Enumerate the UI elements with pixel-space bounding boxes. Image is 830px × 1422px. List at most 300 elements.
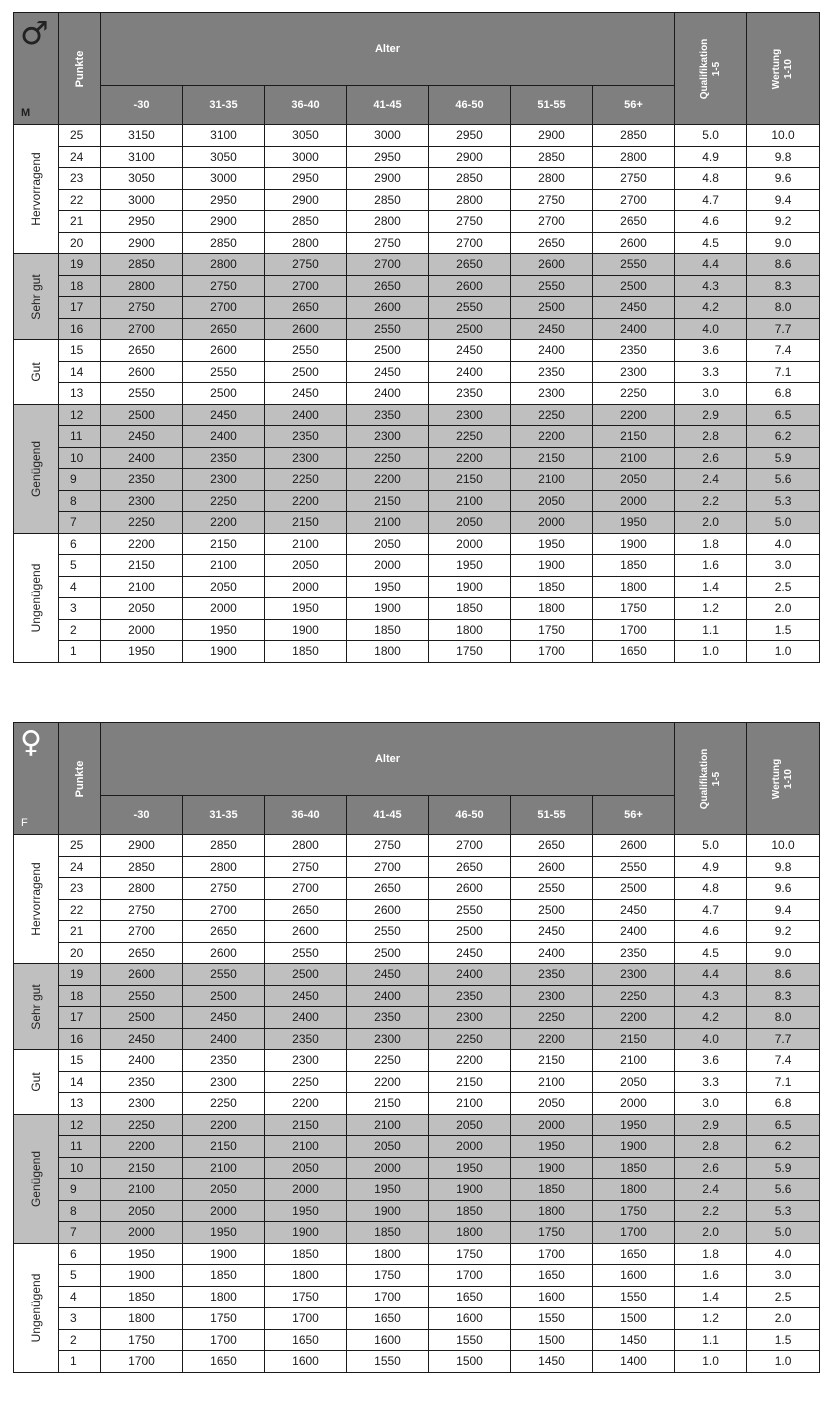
score-cell: 2050 <box>593 469 675 491</box>
score-cell: 2850 <box>429 168 511 190</box>
qualifikation-cell: 3.6 <box>675 1050 747 1072</box>
score-cell: 1850 <box>511 1179 593 1201</box>
wertung-cell: 3.0 <box>747 555 820 577</box>
wertung-cell: 7.1 <box>747 361 820 383</box>
qualifikation-cell: 4.9 <box>675 856 747 878</box>
category-label: Ungenügend <box>29 563 43 632</box>
score-cell: 2200 <box>183 512 265 534</box>
wertung-cell: 5.9 <box>747 1157 820 1179</box>
wertung-cell: 9.0 <box>747 232 820 254</box>
punkte-header-label: Punkte <box>73 50 86 87</box>
table-row <box>14 576 820 598</box>
score-cell: 2500 <box>183 985 265 1007</box>
score-cell: 1800 <box>593 1179 675 1201</box>
table-row <box>14 447 820 469</box>
score-cell: 2250 <box>101 512 183 534</box>
score-cell: 2150 <box>347 1093 429 1115</box>
score-cell: 2850 <box>183 835 265 857</box>
table-row <box>14 189 820 211</box>
points-cell: 8 <box>59 490 101 512</box>
wertung-cell: 5.6 <box>747 469 820 491</box>
score-cell: 2400 <box>101 447 183 469</box>
score-cell: 1750 <box>347 1265 429 1287</box>
wertung-cell: 8.6 <box>747 254 820 276</box>
table-row <box>14 490 820 512</box>
wertung-cell: 10.0 <box>747 125 820 147</box>
qualifikation-cell: 4.8 <box>675 878 747 900</box>
score-cell: 2700 <box>183 899 265 921</box>
score-cell: 2750 <box>265 254 347 276</box>
score-cell: 2600 <box>511 254 593 276</box>
score-cell: 1700 <box>429 1265 511 1287</box>
score-cell: 2400 <box>511 340 593 362</box>
score-cell: 1750 <box>593 1200 675 1222</box>
score-cell: 3050 <box>183 146 265 168</box>
score-cell: 2600 <box>347 899 429 921</box>
category-label: Genügend <box>29 440 43 497</box>
score-cell: 2500 <box>429 921 511 943</box>
score-cell: 2850 <box>593 125 675 147</box>
age-group-header: 51-55 <box>511 796 593 835</box>
score-cell: 2650 <box>101 340 183 362</box>
points-cell: 2 <box>59 1329 101 1351</box>
score-cell: 2800 <box>183 856 265 878</box>
score-cell: 1750 <box>511 1222 593 1244</box>
score-cell: 1650 <box>265 1329 347 1351</box>
score-cell: 1850 <box>347 1222 429 1244</box>
sex-label: M <box>21 107 31 119</box>
qualifikation-cell: 4.4 <box>675 254 747 276</box>
wertung-cell: 7.1 <box>747 1071 820 1093</box>
points-cell: 7 <box>59 512 101 534</box>
score-cell: 2550 <box>183 361 265 383</box>
table-row <box>14 598 820 620</box>
score-cell: 2200 <box>511 426 593 448</box>
score-cell: 2900 <box>101 232 183 254</box>
score-cell: 1900 <box>511 1157 593 1179</box>
qualifikation-cell: 2.9 <box>675 404 747 426</box>
score-cell: 2400 <box>101 1050 183 1072</box>
points-cell: 5 <box>59 1265 101 1287</box>
score-cell: 1850 <box>593 555 675 577</box>
score-cell: 1800 <box>593 576 675 598</box>
points-cell: 3 <box>59 1308 101 1330</box>
points-cell: 8 <box>59 1200 101 1222</box>
header-row <box>14 13 820 86</box>
points-cell: 25 <box>59 835 101 857</box>
score-cell: 2400 <box>347 383 429 405</box>
score-cell: 2900 <box>511 125 593 147</box>
score-cell: 1650 <box>593 1243 675 1265</box>
score-cell: 2250 <box>429 426 511 448</box>
table-row <box>14 1028 820 1050</box>
score-cell: 3000 <box>347 125 429 147</box>
score-cell: 2550 <box>511 878 593 900</box>
score-cell: 2650 <box>183 921 265 943</box>
score-cell: 2850 <box>183 232 265 254</box>
score-cell: 2150 <box>265 1114 347 1136</box>
points-cell: 17 <box>59 297 101 319</box>
qualifikation-cell: 2.0 <box>675 512 747 534</box>
table-row <box>14 942 820 964</box>
score-cell: 2450 <box>429 942 511 964</box>
score-cell: 2050 <box>347 533 429 555</box>
score-cell: 2000 <box>429 533 511 555</box>
age-group-header: 56+ <box>593 86 675 125</box>
score-cell: 3000 <box>183 168 265 190</box>
score-cell: 2000 <box>511 1114 593 1136</box>
age-group-header: 46-50 <box>429 796 511 835</box>
score-cell: 2600 <box>183 340 265 362</box>
points-cell: 23 <box>59 878 101 900</box>
score-cell: 2700 <box>511 211 593 233</box>
score-cell: 2250 <box>347 447 429 469</box>
table-row <box>14 1050 820 1072</box>
points-cell: 20 <box>59 232 101 254</box>
table-row <box>14 340 820 362</box>
score-cell: 2550 <box>593 254 675 276</box>
wertung-cell: 5.0 <box>747 1222 820 1244</box>
qualifikation-cell: 4.4 <box>675 964 747 986</box>
score-cell: 1550 <box>429 1329 511 1351</box>
table-row <box>14 146 820 168</box>
score-cell: 2250 <box>593 985 675 1007</box>
score-cell: 2500 <box>183 383 265 405</box>
score-cell: 1950 <box>429 1157 511 1179</box>
table-row <box>14 619 820 641</box>
score-cell: 2500 <box>511 899 593 921</box>
qualifikation-cell: 1.2 <box>675 1308 747 1330</box>
wertung-cell: 2.5 <box>747 576 820 598</box>
wertung-cell: 6.8 <box>747 383 820 405</box>
score-cell: 2600 <box>265 921 347 943</box>
qualifikation-cell: 3.6 <box>675 340 747 362</box>
table-row <box>14 964 820 986</box>
score-cell: 2100 <box>183 1157 265 1179</box>
female-score-table <box>13 722 820 1373</box>
score-cell: 2850 <box>265 211 347 233</box>
wertung-cell: 9.2 <box>747 921 820 943</box>
score-cell: 1900 <box>593 1136 675 1158</box>
wertung-title: Wertung <box>771 48 783 89</box>
score-cell: 2300 <box>511 383 593 405</box>
score-cell: 1650 <box>347 1308 429 1330</box>
score-cell: 2100 <box>183 555 265 577</box>
points-cell: 4 <box>59 1286 101 1308</box>
punkte-header <box>59 723 101 835</box>
score-cell: 1950 <box>265 1200 347 1222</box>
score-cell: 2150 <box>183 533 265 555</box>
score-cell: 2100 <box>511 469 593 491</box>
score-cell: 2450 <box>511 318 593 340</box>
score-cell: 2100 <box>265 533 347 555</box>
score-cell: 2050 <box>183 576 265 598</box>
qualifikation-cell: 1.1 <box>675 1329 747 1351</box>
score-cell: 2500 <box>101 404 183 426</box>
header-row <box>14 723 820 796</box>
score-cell: 2400 <box>183 426 265 448</box>
table-row <box>14 1265 820 1287</box>
points-cell: 15 <box>59 340 101 362</box>
score-cell: 2500 <box>593 878 675 900</box>
score-cell: 2150 <box>265 512 347 534</box>
score-cell: 2000 <box>101 1222 183 1244</box>
score-cell: 2100 <box>347 1114 429 1136</box>
score-cell: 1750 <box>593 598 675 620</box>
score-cell: 2700 <box>183 297 265 319</box>
score-cell: 2600 <box>511 856 593 878</box>
score-cell: 2700 <box>101 921 183 943</box>
points-cell: 21 <box>59 211 101 233</box>
score-cell: 2350 <box>265 1028 347 1050</box>
score-cell: 2400 <box>511 942 593 964</box>
wertung-cell: 8.0 <box>747 1007 820 1029</box>
table-row <box>14 1222 820 1244</box>
score-cell: 2450 <box>347 361 429 383</box>
score-cell: 2400 <box>593 921 675 943</box>
qualifikation-cell: 2.6 <box>675 447 747 469</box>
score-cell: 1450 <box>511 1351 593 1373</box>
score-cell: 1800 <box>101 1308 183 1330</box>
score-cell: 2950 <box>347 146 429 168</box>
score-cell: 2750 <box>593 168 675 190</box>
score-cell: 2550 <box>347 921 429 943</box>
table-row <box>14 1329 820 1351</box>
score-cell: 2050 <box>593 1071 675 1093</box>
wertung-cell: 4.0 <box>747 1243 820 1265</box>
score-cell: 2100 <box>593 1050 675 1072</box>
score-cell: 2050 <box>511 490 593 512</box>
category-label: Ungenügend <box>29 1273 43 1342</box>
category-label: Genügend <box>29 1150 43 1207</box>
score-cell: 2950 <box>101 211 183 233</box>
score-cell: 2900 <box>183 211 265 233</box>
score-cell: 2250 <box>511 404 593 426</box>
score-cell: 3050 <box>101 168 183 190</box>
qualifikation-range: 1-5 <box>710 771 722 786</box>
score-cell: 2550 <box>183 964 265 986</box>
age-group-header: 36-40 <box>265 86 347 125</box>
score-cell: 2300 <box>347 426 429 448</box>
table-row <box>14 426 820 448</box>
score-cell: 2350 <box>511 964 593 986</box>
qualifikation-cell: 4.2 <box>675 297 747 319</box>
points-cell: 15 <box>59 1050 101 1072</box>
points-cell: 9 <box>59 1179 101 1201</box>
alter-header: Alter <box>101 13 675 86</box>
points-cell: 9 <box>59 469 101 491</box>
score-cell: 2200 <box>511 1028 593 1050</box>
punkte-header-label: Punkte <box>73 760 86 797</box>
score-cell: 2150 <box>347 490 429 512</box>
score-cell: 2850 <box>101 254 183 276</box>
qualifikation-cell: 1.1 <box>675 619 747 641</box>
table-row <box>14 318 820 340</box>
score-cell: 2200 <box>101 533 183 555</box>
male-symbol-icon: ♂ <box>20 14 49 52</box>
qualifikation-cell: 4.7 <box>675 189 747 211</box>
score-cell: 2200 <box>101 1136 183 1158</box>
qualifikation-header-label <box>699 38 723 99</box>
score-cell: 2050 <box>265 1157 347 1179</box>
table-row <box>14 856 820 878</box>
score-cell: 2400 <box>429 964 511 986</box>
score-cell: 2450 <box>101 1028 183 1050</box>
qualifikation-cell: 4.0 <box>675 1028 747 1050</box>
score-cell: 2350 <box>347 1007 429 1029</box>
category-cell <box>14 1114 59 1243</box>
table-row <box>14 1136 820 1158</box>
points-cell: 13 <box>59 1093 101 1115</box>
table-row <box>14 555 820 577</box>
score-cell: 2000 <box>265 576 347 598</box>
score-cell: 1700 <box>593 619 675 641</box>
score-cell: 2700 <box>347 254 429 276</box>
score-cell: 1600 <box>593 1265 675 1287</box>
score-cell: 2050 <box>265 555 347 577</box>
score-cell: 1500 <box>511 1329 593 1351</box>
score-cell: 2850 <box>511 146 593 168</box>
score-cell: 2900 <box>429 146 511 168</box>
score-cell: 1800 <box>265 1265 347 1287</box>
score-cell: 2000 <box>183 598 265 620</box>
score-cell: 1850 <box>429 598 511 620</box>
score-cell: 1800 <box>429 619 511 641</box>
score-cell: 2750 <box>429 211 511 233</box>
sex-cell <box>14 723 59 835</box>
score-cell: 3150 <box>101 125 183 147</box>
wertung-header-label <box>771 48 795 88</box>
score-cell: 2350 <box>511 361 593 383</box>
qualifikation-cell: 2.6 <box>675 1157 747 1179</box>
score-cell: 2600 <box>265 318 347 340</box>
score-cell: 1700 <box>593 1222 675 1244</box>
qualifikation-cell: 2.4 <box>675 469 747 491</box>
score-cell: 2450 <box>429 340 511 362</box>
score-cell: 2000 <box>593 490 675 512</box>
table-row <box>14 211 820 233</box>
category-cell <box>14 1243 59 1372</box>
score-cell: 1600 <box>347 1329 429 1351</box>
points-cell: 4 <box>59 576 101 598</box>
score-cell: 2650 <box>265 297 347 319</box>
qualifikation-cell: 4.6 <box>675 211 747 233</box>
points-cell: 6 <box>59 1243 101 1265</box>
score-cell: 2050 <box>511 1093 593 1115</box>
score-cell: 2050 <box>101 598 183 620</box>
age-group-header: 51-55 <box>511 86 593 125</box>
score-cell: 2450 <box>593 297 675 319</box>
score-cell: 2500 <box>511 297 593 319</box>
score-cell: 2400 <box>265 1007 347 1029</box>
score-cell: 1800 <box>347 1243 429 1265</box>
score-cell: 2550 <box>511 275 593 297</box>
score-cell: 2250 <box>429 1028 511 1050</box>
qualifikation-cell: 4.3 <box>675 275 747 297</box>
score-cell: 1700 <box>511 641 593 663</box>
score-cell: 1400 <box>593 1351 675 1373</box>
score-cell: 2300 <box>183 1071 265 1093</box>
score-cell: 2350 <box>429 985 511 1007</box>
score-cell: 1800 <box>511 598 593 620</box>
qualifikation-cell: 1.2 <box>675 598 747 620</box>
wertung-cell: 9.4 <box>747 189 820 211</box>
table-row <box>14 232 820 254</box>
score-cell: 2050 <box>429 1114 511 1136</box>
qualifikation-cell: 3.0 <box>675 1093 747 1115</box>
points-cell: 14 <box>59 361 101 383</box>
punkte-header <box>59 13 101 125</box>
score-cell: 1550 <box>593 1286 675 1308</box>
score-cell: 1750 <box>511 619 593 641</box>
score-cell: 3100 <box>101 146 183 168</box>
score-cell: 2650 <box>347 878 429 900</box>
wertung-cell: 6.2 <box>747 1136 820 1158</box>
score-cell: 2150 <box>429 1071 511 1093</box>
score-cell: 2200 <box>265 1093 347 1115</box>
score-cell: 1900 <box>183 1243 265 1265</box>
score-cell: 1850 <box>183 1265 265 1287</box>
qualifikation-title: Qualifikation <box>698 748 710 809</box>
score-cell: 2650 <box>429 254 511 276</box>
score-cell: 2500 <box>265 361 347 383</box>
category-cell <box>14 533 59 662</box>
qualifikation-cell: 2.8 <box>675 426 747 448</box>
points-cell: 11 <box>59 1136 101 1158</box>
score-cell: 3100 <box>183 125 265 147</box>
score-cell: 1900 <box>183 641 265 663</box>
score-cell: 2500 <box>347 340 429 362</box>
score-cell: 2650 <box>183 318 265 340</box>
score-cell: 2700 <box>347 856 429 878</box>
score-cell: 2600 <box>429 878 511 900</box>
score-cell: 1900 <box>429 1179 511 1201</box>
points-cell: 16 <box>59 318 101 340</box>
score-cell: 2300 <box>511 985 593 1007</box>
age-group-header: 31-35 <box>183 796 265 835</box>
score-cell: 2450 <box>101 426 183 448</box>
score-cell: 1850 <box>347 619 429 641</box>
score-cell: 2000 <box>347 555 429 577</box>
score-cell: 2750 <box>511 189 593 211</box>
age-group-header: -30 <box>101 796 183 835</box>
score-cell: 2700 <box>265 275 347 297</box>
qualifikation-cell: 4.7 <box>675 899 747 921</box>
wertung-header <box>747 723 820 835</box>
score-cell: 2700 <box>593 189 675 211</box>
alter-header: Alter <box>101 723 675 796</box>
score-cell: 2100 <box>429 1093 511 1115</box>
wertung-cell: 6.2 <box>747 426 820 448</box>
score-cell: 2450 <box>347 964 429 986</box>
points-cell: 18 <box>59 275 101 297</box>
score-cell: 2300 <box>429 1007 511 1029</box>
age-group-header: -30 <box>101 86 183 125</box>
score-cell: 2400 <box>265 404 347 426</box>
wertung-cell: 9.2 <box>747 211 820 233</box>
score-cell: 2550 <box>101 985 183 1007</box>
score-cell: 2450 <box>183 1007 265 1029</box>
wertung-cell: 5.3 <box>747 490 820 512</box>
points-cell: 19 <box>59 964 101 986</box>
table-row <box>14 1114 820 1136</box>
points-cell: 20 <box>59 942 101 964</box>
score-cell: 2000 <box>429 1136 511 1158</box>
wertung-cell: 1.5 <box>747 619 820 641</box>
score-cell: 1500 <box>593 1308 675 1330</box>
score-cell: 2350 <box>183 1050 265 1072</box>
points-cell: 18 <box>59 985 101 1007</box>
